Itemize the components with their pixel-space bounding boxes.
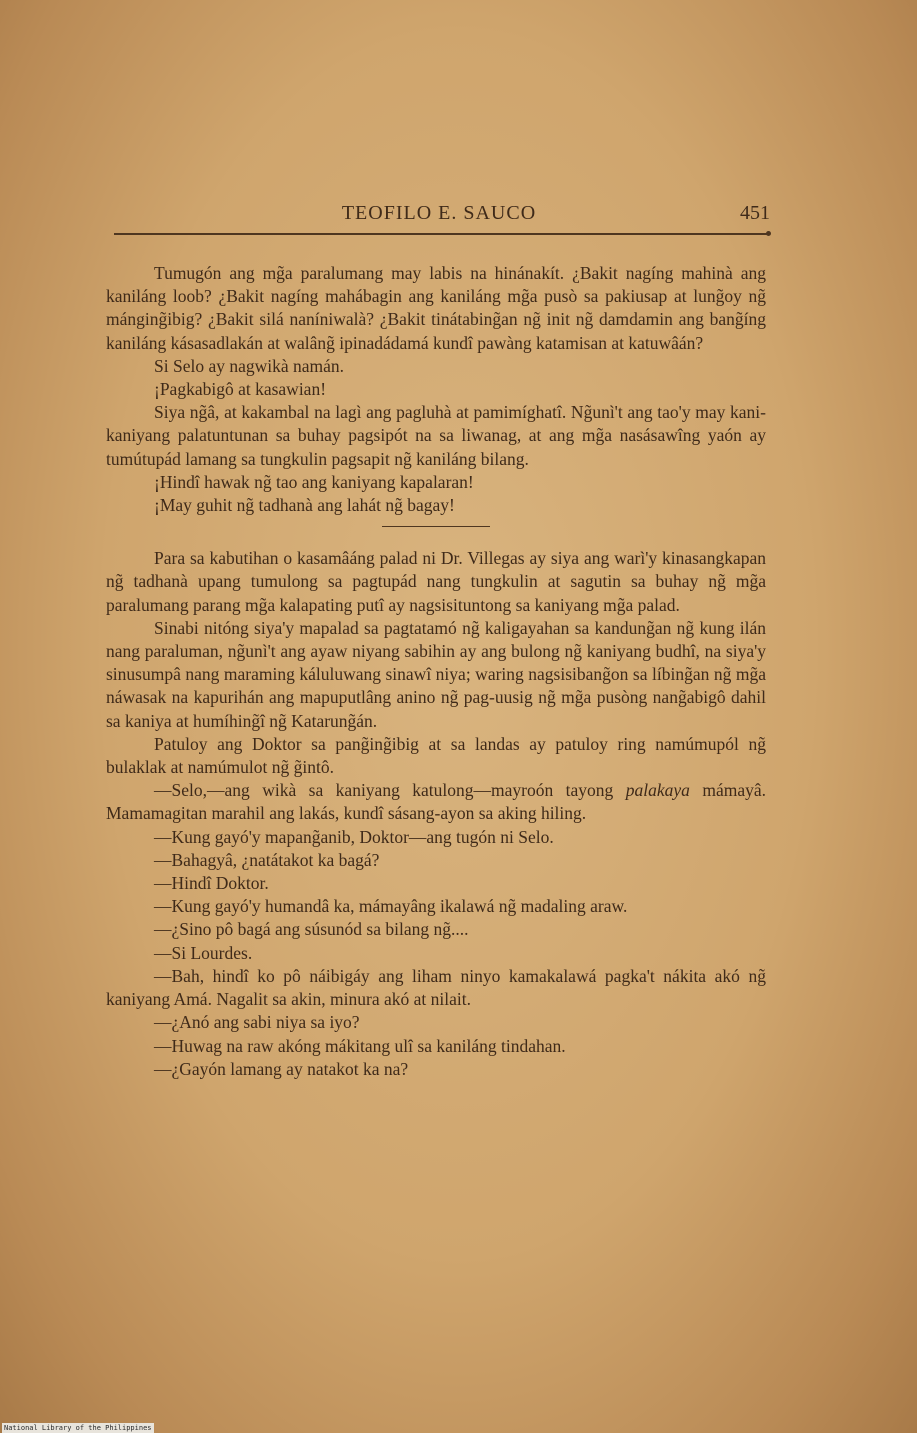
paragraph: Patuloy ang Doktor sa pang̃ing̃ibig at sa landas ay patuloy ring namúmupól ng̃ bulaklak at namúmulot ng̃ g̃intô. — [106, 733, 766, 778]
dialogue-line: —¿Gayón lamang ay natakot ka na? — [154, 1058, 409, 1079]
dialogue-text: mámayâ. Mamamagitan marahil ang lakás, kundî sásang-ayon sa aking hiling. — [106, 780, 767, 824]
paragraph: ¡Pagkabigô at kasawian! — [154, 379, 327, 400]
paragraph: Si Selo ay nagwikà namán. — [154, 355, 345, 376]
dialogue-line: —Kung gayó'y mapang̃anib, Doktor—ang tugón ni Selo. — [154, 826, 554, 847]
dialogue-line: —¿Anó ang sabi niya sa iyo? — [154, 1012, 360, 1033]
body-text — [106, 262, 766, 1081]
page-header — [108, 200, 770, 230]
italic-term: palakaya — [625, 780, 690, 801]
library-footer: National Library of the Philippines — [4, 1424, 152, 1432]
dialogue-line: —Huwag na raw akóng mákitang ulî sa kaniláng tindahan. — [154, 1035, 566, 1056]
dialogue-line: —Hindî Doktor. — [154, 873, 269, 894]
paragraph: ¡Hindî hawak ng̃ tao ang kaniyang kapalaran! — [154, 471, 474, 492]
running-title: TEOFILO E. SAUCO — [341, 202, 537, 224]
page-number: 451 — [740, 202, 770, 224]
dialogue-line — [106, 779, 766, 825]
paragraph: Para sa kabutihan o kasamâáng palad ni Dr. Villegas ay siya ang warì'y kinasangkapan ng̃ tadhanà upang tumulong sa pagtupád nang tungkulin at sagutin sa buhay ng̃ mg̃a paralumang parang mg̃a kalapating putî ay nagsisituntong sa kaniyang mg̃a palad. — [106, 548, 766, 615]
dialogue-text: —Selo,—ang wikà sa kaniyang katulong—mayroón tayong — [154, 780, 626, 801]
paragraph: Sinabi nitóng siya'y mapalad sa pagtatamó ng̃ kaligayahan sa kandung̃an ng̃ kung ilán nang paraluman, ng̃unì't ang ayaw niyang sabihin ay ang bulong ng̃ kaniyang budhî, na siya'y sinusumpâ nang maraming káluluwang sinawî niya; waring nagsisibang̃on sa líbing̃an ng̃ mg̃a náwasak na kapurihán ang mapuputlâng anino ng̃ pag-uusig ng̃ mg̃a pusòng nang̃abigô dahil sa kaniya at humíhing̃î ng̃ Katarung̃án. — [106, 617, 766, 731]
paragraph: Tumugón ang mg̃a paralumang may labis na hinánakít. ¿Bakit nagíng mahinà ang kaniláng loob? ¿Bakit nagíng mahábagin ang kaniláng mg̃a pusò sa pakiusap at lung̃oy ng̃ mánging̃ibig? ¿Bakit silá naníniwalà? ¿Bakit tinátabing̃an ng̃ init ng̃ damdamin ang bang̃íng kaniláng kásasadlakán at walâng̃ ipinadádamá kundî pawàng katamisan at katuwâán? — [106, 263, 766, 353]
dialogue-line: —Bah, hindî ko pô náibigáy ang liham ninyo kamakalawá pagka't nákita akó ng̃ kaniyang Amá. Nagalit sa akin, minura akó at nilait. — [106, 965, 766, 1010]
paragraph: Siya ng̃â, at kakambal na lagì ang pagluhà at pamimíghatî. Ng̃unì't ang tao'y may kani-kaniyang palatuntunan sa buhay pagsipót na sa liwanag, at ang mg̃a nasásawîng yaón ay tumútupád lamang sa tungkulin pagsapit ng̃ kaniláng bilang. — [106, 402, 766, 469]
header-rule — [114, 233, 768, 235]
dialogue-line: —Kung gayó'y humandâ ka, mámayâng ikalawá ng̃ madaling araw. — [154, 896, 628, 917]
paragraph: ¡May guhit ng̃ tadhanà ang lahát ng̃ bagay! — [154, 495, 455, 516]
section-divider — [382, 526, 490, 527]
dialogue-line: —¿Sino pô bagá ang súsunód sa bilang ng̃.... — [154, 919, 469, 940]
dialogue-line: —Si Lourdes. — [154, 942, 253, 963]
dialogue-line: —Bahagyâ, ¿natátakot ka bagá? — [154, 849, 380, 870]
